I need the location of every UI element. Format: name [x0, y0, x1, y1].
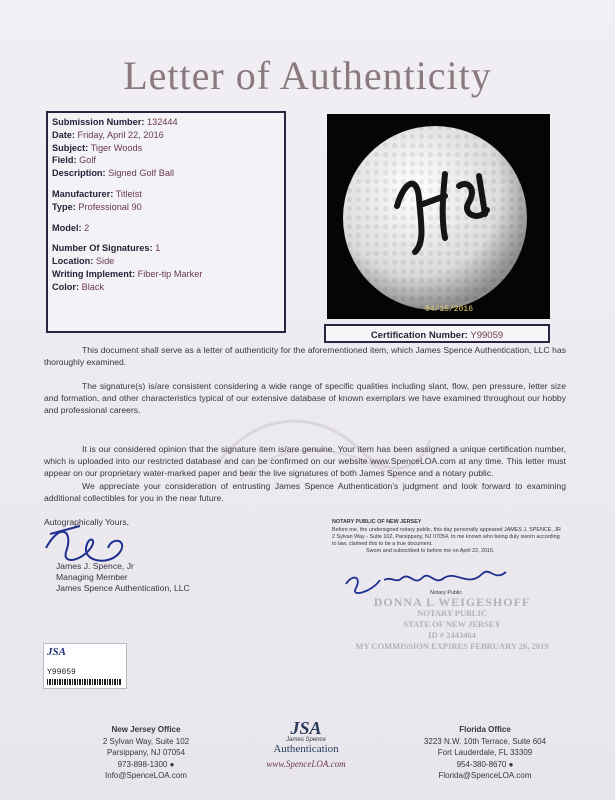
footer-nj-office — [76, 724, 216, 782]
notary-public-label: Notary Public — [430, 590, 463, 596]
body-paragraph-1: This document shall serve as a letter of authenticity for the aforementioned item, which James Spence Authentication, LLC has thoroughly examined. — [44, 345, 566, 367]
jsa-sticker-logo: JSA — [47, 646, 66, 658]
notary-signature — [346, 572, 506, 593]
subject-row: Subject: Tiger Woods — [52, 142, 143, 153]
model-row: Model: 2 — [52, 222, 90, 233]
notary-stamp-line1: NOTARY PUBLIC — [417, 608, 487, 618]
footer-fl-office — [410, 724, 560, 782]
description-row: Description: Signed Golf Ball — [52, 168, 175, 179]
notary-heading: NOTARY PUBLIC OF NEW JERSEY — [332, 519, 422, 525]
body-paragraph-3: It is our considered opinion that the signature item is/are genuine. Your item has been assigned a unique certification number, which is uploaded into our restricted database and can be confirmed on our website www.SpenceLOA.com at any time. This letter must appear on our proprietary water-marked paper and bear the live signatures of both James Spence and a notary public. — [44, 444, 566, 478]
signer-name: James J. Spence, Jr — [56, 561, 134, 571]
signer-title: Managing Member — [56, 571, 128, 582]
jsa-sticker-barcode — [47, 679, 121, 685]
jsa-sticker-number: Y99059 — [47, 668, 76, 677]
date-row: Date: Friday, April 22, 2016 — [52, 129, 164, 140]
nj-office-line1: 2 Sylvan Way, Suite 102 — [102, 736, 190, 746]
color-row: Color: Black — [52, 281, 105, 292]
photo-date-stamp: 04/15/2016 — [425, 305, 474, 314]
fl-office-contact: 954-380-8670 ● Florida@SpenceLOA.com — [438, 759, 532, 780]
nj-office-line2: Parsippany, NJ 07054 — [106, 748, 186, 757]
footer-jsa-logo — [246, 719, 366, 769]
body-paragraph-2: The signature(s) is/are consistent considering a wide range of specific qualities including slant, flow, pen pressure, letter size and formation, and other characteristics typical of our extensive database of known exemplars we have examined throughout our hobby and professional careers. — [44, 381, 566, 415]
fl-office-title: Florida Office — [459, 725, 511, 734]
submission-number-row: Submission Number: 132444 — [52, 117, 178, 127]
jsa-website-link[interactable]: www.SpenceLOA.com — [266, 759, 346, 769]
notary-stamp-expires: MY COMMISSION EXPIRES FEBRUARY 26, 2019 — [355, 641, 549, 651]
jsa-logo-text: JSA — [290, 718, 322, 738]
notary-stamp — [336, 597, 568, 652]
certification-number-box: Certification Number: Y99059 — [324, 324, 550, 343]
fl-office-line2: Fort Lauderdale, FL 33309 — [437, 748, 533, 757]
signer-block — [56, 561, 190, 593]
field-row: Field: Golf — [52, 155, 96, 166]
notary-stamp-name: DONNA L WEIGESHOFF — [373, 595, 531, 609]
nj-office-contact: 973-898-1300 ● Info@SpenceLOA.com — [105, 759, 187, 780]
fl-office-line1: 3223 N.W. 10th Terrace, Suite 604 — [423, 736, 547, 746]
notary-statement: Before me, the undersigned notary public, this day personally appeared JAMES J. SPENCE, JR 2 Sylvan Way - Suite 102, Parsippany, NJ 07054, to me known who being duly sworn according to law, claimed this to be a true document. — [332, 527, 561, 547]
signer-company: James Spence Authentication, LLC — [56, 582, 190, 593]
jsa-logo-tagline: James Spence — [286, 737, 326, 743]
page-title: Letter of Authenticity — [123, 53, 492, 98]
spence-signature — [46, 526, 122, 561]
body-paragraph-4: We appreciate your consideration of entrusting James Spence Authentication’s judgment and look forward to examining additional collectibles for you in the near future. — [44, 481, 566, 503]
notary-sworn-line: Sworn and subscribed to before me on April 22, 2016. — [366, 548, 495, 554]
location-row: Location: Side — [52, 256, 115, 267]
type-row: Type: Professional 90 — [52, 201, 142, 212]
writing-implement-row: Writing Implement: Fiber-tip Marker — [52, 268, 203, 279]
jsa-sticker — [43, 643, 127, 689]
notary-stamp-id: ID # 2443464 — [428, 630, 476, 640]
jsa-logo-authentication: Authentication — [273, 743, 339, 755]
nj-office-title: New Jersey Office — [111, 725, 181, 734]
closing-line: Autographically Yours, — [44, 517, 130, 527]
number-of-signatures-row: Number Of Signatures: 1 — [52, 243, 161, 254]
notary-stamp-line2: STATE OF NEW JERSEY — [403, 619, 501, 629]
manufacturer-row: Manufacturer: Titleist — [52, 188, 142, 199]
